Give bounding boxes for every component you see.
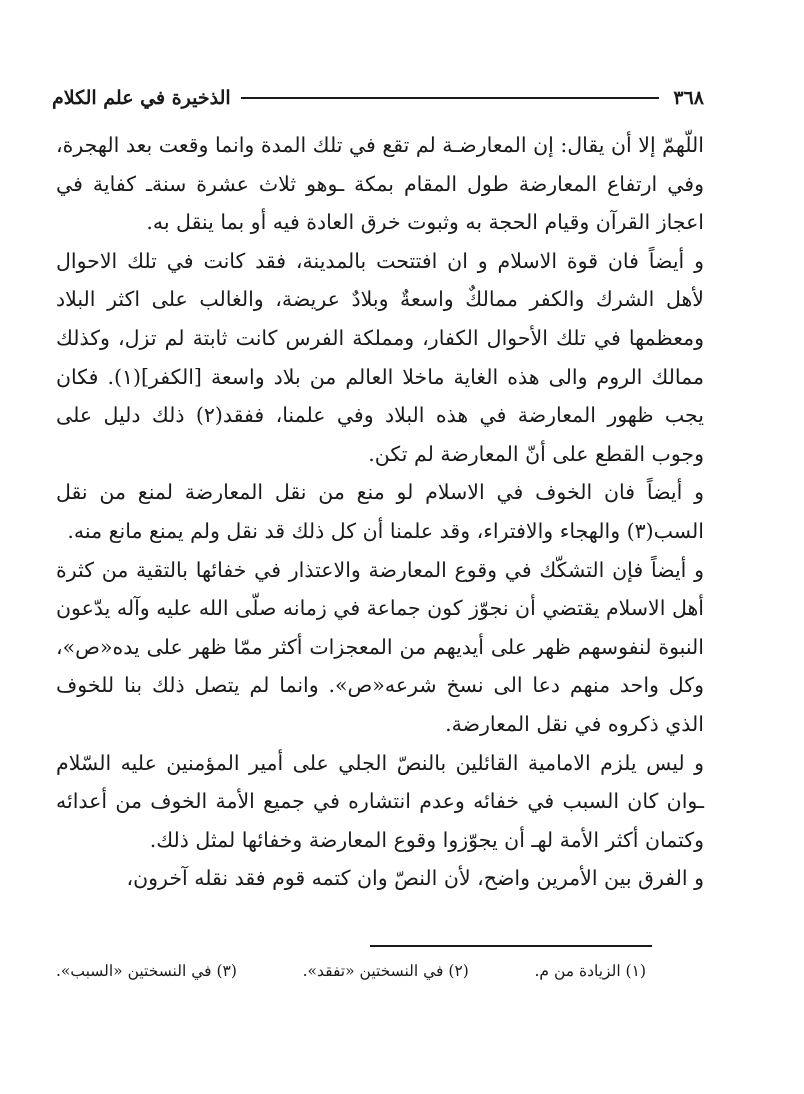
- footnote: (٣) في النسختين «السبب».: [56, 962, 237, 980]
- paragraph: و أيضاً فإن التشكّك في وقوع المعارضة والاعتذار في خفائها بالتقية من كثرة أهل الاسلام يقتضي أن نجوّز كون جماعة في زمانه صلّى الله عليه وآله يدّعون النبوة لنفوسهم ظهر على أيديهم من المعجزات أكثر ممّا ظهر على يده«ص»، وكل واحد منهم دعا الى نسخ شرعه«ص». وانما لم يتصل ذلك بنا للخوف الذي ذكروه في نقل المعارضة.: [55, 557, 704, 736]
- page-number: ٣٦٨: [673, 87, 704, 109]
- book-title: الذخيرة في علم الكلام: [52, 87, 231, 109]
- footnote: (١) الزيادة من م.: [534, 962, 646, 980]
- footnote-separator: [370, 945, 652, 947]
- paragraph: و ليس يلزم الامامية القائلين بالنصّ الجلي على أمير المؤمنين عليه السّلام ـوان كان السبب في خفائه وعدم انتشاره في جميع الأمة الخوف من أعدائه وكتمان أكثر الأمة لهـ أن يجوّزوا وقوع المعارضة وخفائها لمثل ذلك.: [56, 750, 704, 852]
- paragraph: و أيضاً فان قوة الاسلام و ان افتتحت بالمدينة، فقد كانت في تلك الاحوال لأهل الشرك والكفر ممالكٌ واسعةٌ وبلادٌ عريضة، والغالب على اكثر البلاد ومعظمها في تلك الأحوال الكفار، ومملكة الفرس كانت ثابتة لم تزل، وكذلك ممالك الروم والى هذه الغاية ماخلا العالم من بلاد واسعة [الكفر](١). فكان يجب ظهور المعارضة في هذه البلاد وفي علمنا، ففقد(٢) ذلك دليل على وجوب القطع على أنّ المعارضة لم تكن.: [56, 248, 705, 466]
- paragraph: و الفرق بين الأمرين واضح، لأن النصّ وان كتمه قوم فقد نقله آخرون،: [126, 866, 704, 891]
- paragraph: و أيضاً فان الخوف في الاسلام لو منع من نقل المعارضة لمنع من نقل السب(٣) والهجاء والافتراء، وقد علمنا أن كل ذلك قد نقل ولم يمنع مانع منه.: [56, 480, 704, 543]
- running-header: [52, 80, 704, 116]
- main-text: [56, 126, 704, 898]
- header-rule: [241, 97, 660, 99]
- paragraph: اللّهمّ إلا أن يقال: إن المعارضـة لم تقع في تلك المدة وانما وقعت بعد الهجرة، وفي ارتفاع المعارضة طول المقام بمكة ـوهو ثلاث عشرة سنةـ كفاية في اعجاز القرآن وقيام الحجة به وثبوت خرق العادة فيه أو بما ينقل به.: [56, 133, 704, 235]
- footnotes: [56, 962, 646, 980]
- footnote: (٢) في النسختين «تفقد».: [302, 962, 469, 980]
